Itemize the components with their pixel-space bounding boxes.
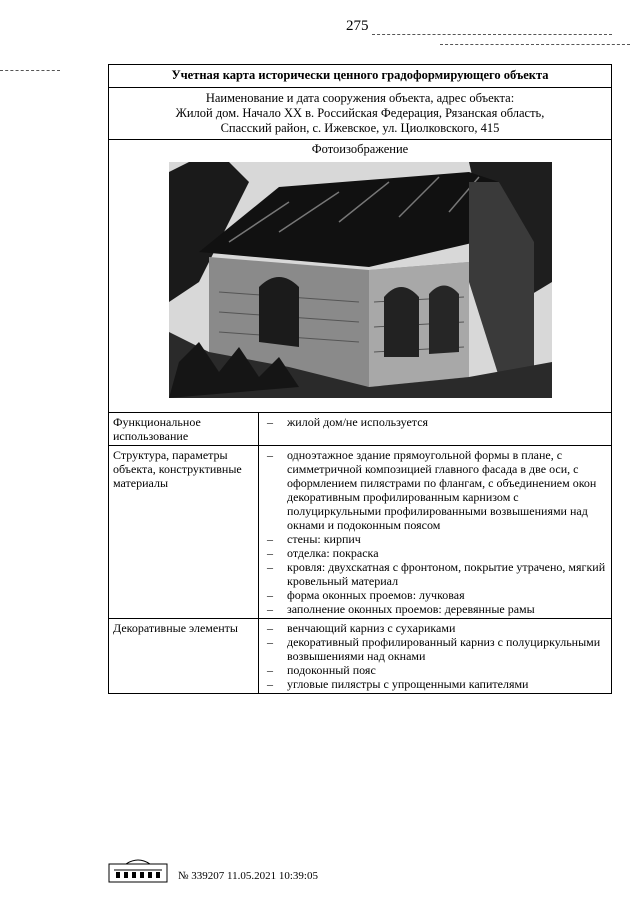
page-number: 275	[346, 18, 369, 34]
document-footer	[108, 858, 408, 888]
row-decorative-elements	[109, 619, 611, 693]
object-name-block	[109, 88, 611, 140]
building-photo	[169, 162, 552, 398]
list-item: – заполнение оконных проемов: деревянные рамы	[267, 602, 535, 616]
list-item: – декоративный профилированный карниз с полуциркульными возвышениями над окнами	[267, 635, 601, 663]
object-address-line: Спасский район, с. Ижевское, ул. Циолковского, 415	[220, 121, 500, 135]
row-label: Структура, параметры объекта, конструктивные материалы	[109, 446, 259, 618]
row-values	[259, 619, 611, 693]
list-item: – угловые пилястры с упрощенными капителями	[267, 677, 529, 691]
list-item: – форма оконных проемов: лучковая	[267, 588, 465, 602]
list-item: – одноэтажное здание прямоугольной формы в плане, с симметричной композицией главного фасада в две оси, с оформлением пилястрами по флангам, с объединением окон декоративным профилированным карнизом с полуциркульными профилированными возвышениями над окнами и подоконным поясом	[267, 448, 597, 532]
card-title: Учетная карта исторически ценного градоформирующего объекта	[109, 65, 611, 88]
row-structure	[109, 446, 611, 619]
scan-artifact-line	[0, 70, 60, 71]
row-label: Функциональное использование	[109, 413, 259, 445]
row-label: Декоративные элементы	[109, 619, 259, 693]
row-values	[259, 413, 611, 445]
list-item: – кровля: двухскатная с фронтоном, покрытие утрачено, мягкий кровельный материал	[267, 560, 606, 588]
object-name-heading: Наименование и дата сооружения объекта, адрес объекта:	[205, 91, 515, 105]
row-functional-use	[109, 413, 611, 446]
list-item: – отделка: покраска	[267, 546, 379, 560]
list-item: – стены: кирпич	[267, 532, 361, 546]
scan-artifact-line	[440, 44, 630, 45]
registration-stamp: № 339207 11.05.2021 10:39:05	[178, 870, 318, 882]
photo-caption: Фотоизображение	[311, 142, 409, 156]
row-values	[259, 446, 611, 618]
photo-section	[109, 140, 611, 413]
scan-artifact-line	[372, 34, 612, 35]
list-item: – венчающий карниз с сухариками	[267, 621, 456, 635]
list-item: – жилой дом/не используется	[267, 415, 429, 429]
heritage-record-card	[108, 64, 612, 694]
object-name-line: Жилой дом. Начало XX в. Российская Федерация, Рязанская область,	[175, 106, 545, 120]
registry-logo-icon	[108, 858, 168, 884]
list-item: – подоконный пояс	[267, 663, 376, 677]
